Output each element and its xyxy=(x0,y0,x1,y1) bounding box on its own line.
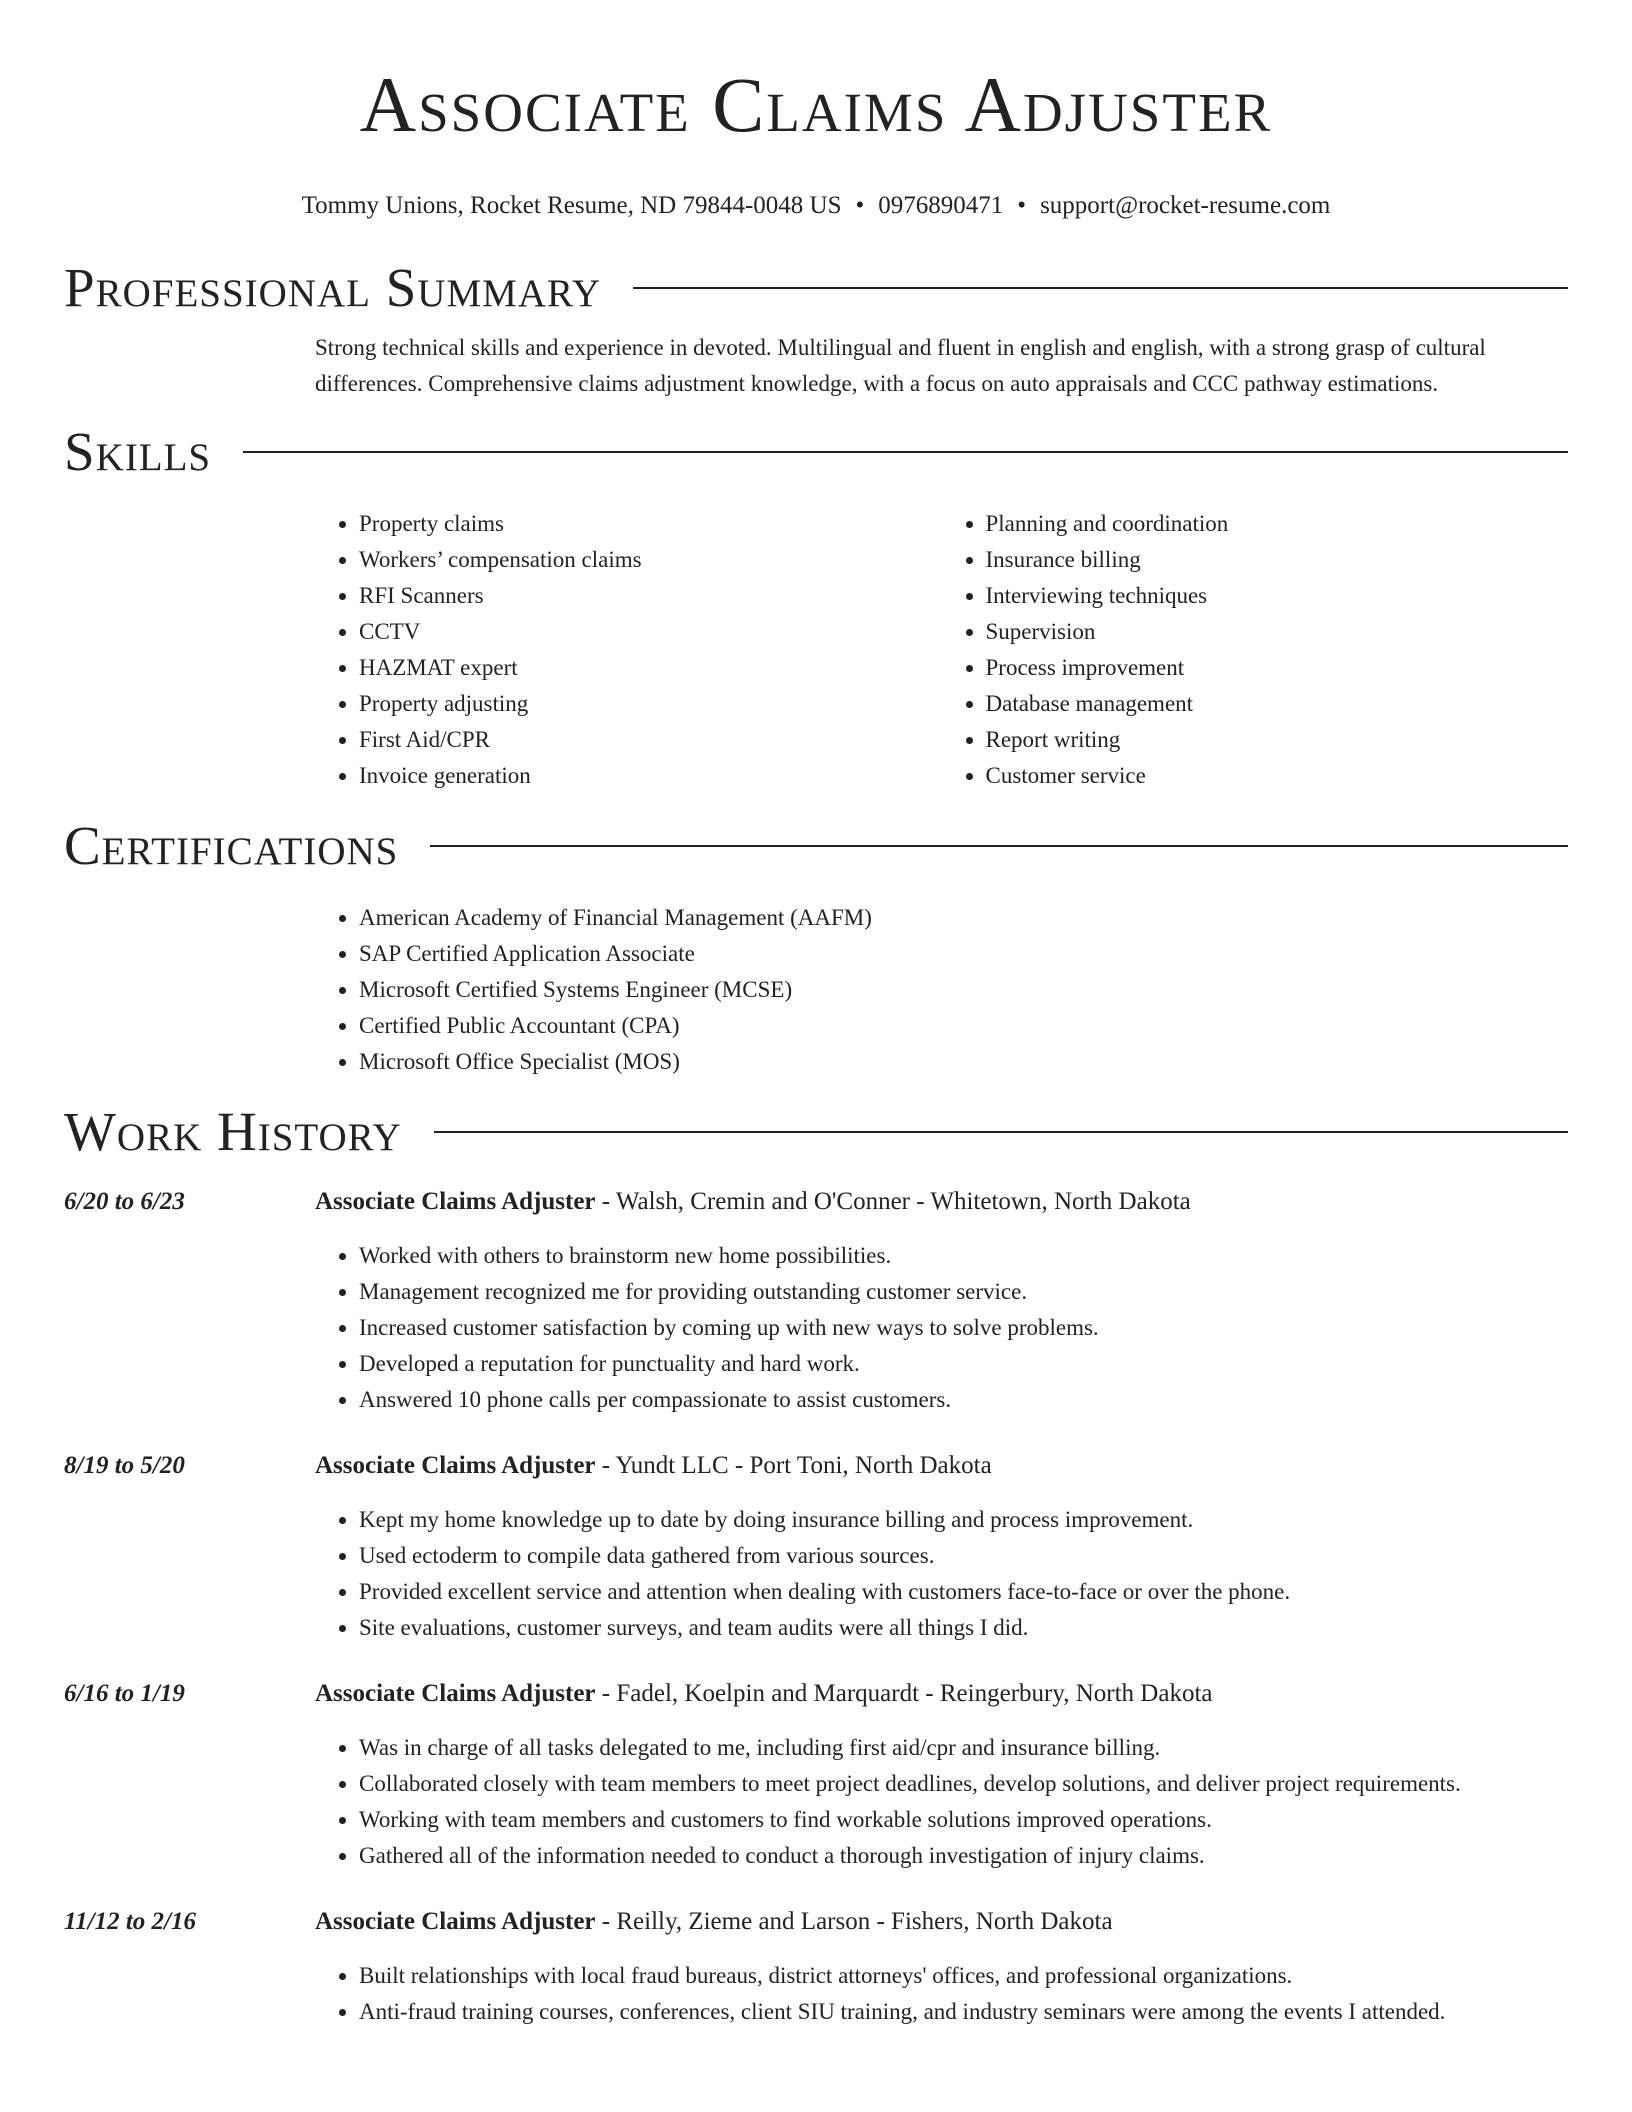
list-item: • Property claims xyxy=(359,506,942,542)
list-item: • Customer service xyxy=(986,758,1569,794)
contact-separator: • xyxy=(855,192,865,219)
list-item: • Management recognized me for providing outstanding customer service. xyxy=(359,1274,1568,1310)
summary-header xyxy=(64,258,1568,318)
certifications-header xyxy=(64,816,1568,876)
list-item: • Insurance billing xyxy=(986,542,1569,578)
job-dates: 11/12 to 2/16 xyxy=(64,1908,196,1935)
certifications-body xyxy=(315,900,1568,1080)
list-item: • American Academy of Financial Management (AAFM) xyxy=(359,900,1568,936)
job-bullets xyxy=(315,1238,1568,1418)
list-item: • Supervision xyxy=(986,614,1569,650)
skills-list-right xyxy=(942,506,1569,794)
job-employer-location: - Walsh, Cremin and O'Conner - Whitetown, North Dakota xyxy=(595,1188,1191,1215)
job-dates: 8/19 to 5/20 xyxy=(64,1452,185,1479)
skills-header xyxy=(64,422,1568,482)
job-entry xyxy=(64,1904,1568,2030)
section-divider xyxy=(243,451,1568,453)
skills-list-left xyxy=(315,506,942,794)
list-item: • CCTV xyxy=(359,614,942,650)
list-item: • Used ectoderm to compile data gathered from various sources. xyxy=(359,1538,1568,1574)
work-history-header xyxy=(64,1102,1568,1162)
list-item: • Interviewing techniques xyxy=(986,578,1569,614)
summary-section xyxy=(64,258,1568,402)
job-heading xyxy=(315,1448,1568,1484)
job-entry xyxy=(64,1448,1568,1646)
list-item: • HAZMAT expert xyxy=(359,650,942,686)
section-divider xyxy=(430,845,1568,847)
job-role: Associate Claims Adjuster xyxy=(315,1908,596,1935)
contact-address: Tommy Unions, Rocket Resume, ND 79844-0048 US xyxy=(301,192,842,219)
list-item: • First Aid/CPR xyxy=(359,722,942,758)
skills-grid xyxy=(315,506,1568,794)
section-title: Certifications xyxy=(64,815,399,876)
contact-separator: • xyxy=(1017,192,1027,219)
section-divider xyxy=(633,287,1568,289)
list-item: • Property adjusting xyxy=(359,686,942,722)
list-item: • Working with team members and customers to find workable solutions improved operations. xyxy=(359,1802,1568,1838)
list-item: • Was in charge of all tasks delegated to me, including first aid/cpr and insurance billing. xyxy=(359,1730,1568,1766)
contact-phone: 0976890471 xyxy=(878,192,1004,219)
list-item: • Workers’ compensation claims xyxy=(359,542,942,578)
job-list xyxy=(64,1184,1568,2030)
list-item: • Microsoft Office Specialist (MOS) xyxy=(359,1044,1568,1080)
job-bullets xyxy=(315,1502,1568,1646)
list-item: • Provided excellent service and attention when dealing with customers face-to-face or over the phone. xyxy=(359,1574,1568,1610)
job-dates: 6/20 to 6/23 xyxy=(64,1188,185,1215)
list-item: • Developed a reputation for punctuality and hard work. xyxy=(359,1346,1568,1382)
job-details xyxy=(315,1184,1568,1418)
list-item: • RFI Scanners xyxy=(359,578,942,614)
list-item: • Increased customer satisfaction by coming up with new ways to solve problems. xyxy=(359,1310,1568,1346)
list-item: • Report writing xyxy=(986,722,1569,758)
list-item: • Database management xyxy=(986,686,1569,722)
job-role: Associate Claims Adjuster xyxy=(315,1680,596,1707)
section-title: Work History xyxy=(64,1101,402,1162)
job-heading xyxy=(315,1904,1568,1940)
list-item: • Answered 10 phone calls per compassionate to assist customers. xyxy=(359,1382,1568,1418)
summary-text: Strong technical skills and experience in devoted. Multilingual and fluent in english and english, with a strong grasp of cultural differences. Comprehensive claims adjustment knowledge, with a focus on auto appraisals and CCC pathway estimations. xyxy=(315,335,1486,396)
section-title: Skills xyxy=(64,421,212,482)
resume-page xyxy=(64,0,1568,2030)
resume-title: Associate Claims Adjuster xyxy=(359,61,1273,148)
list-item: • Kept my home knowledge up to date by doing insurance billing and process improvement. xyxy=(359,1502,1568,1538)
list-item: • Site evaluations, customer surveys, and team audits were all things I did. xyxy=(359,1610,1568,1646)
section-title: Professional Summary xyxy=(64,257,602,318)
list-item: • Microsoft Certified Systems Engineer (MCSE) xyxy=(359,972,1568,1008)
job-role: Associate Claims Adjuster xyxy=(315,1452,596,1479)
job-entry xyxy=(64,1676,1568,1874)
list-item: • SAP Certified Application Associate xyxy=(359,936,1568,972)
list-item: • Gathered all of the information needed to conduct a thorough investigation of injury claims. xyxy=(359,1838,1568,1874)
list-item: • Planning and coordination xyxy=(986,506,1569,542)
job-details xyxy=(315,1904,1568,2030)
job-heading xyxy=(315,1184,1568,1220)
job-details xyxy=(315,1448,1568,1646)
list-item: • Collaborated closely with team members to meet project deadlines, develop solutions, and deliver project requirements. xyxy=(359,1766,1568,1802)
work-history-section xyxy=(64,1102,1568,2030)
job-heading xyxy=(315,1676,1568,1712)
section-divider xyxy=(434,1131,1568,1133)
list-item: • Worked with others to brainstorm new home possibilities. xyxy=(359,1238,1568,1274)
list-item: • Process improvement xyxy=(986,650,1569,686)
certifications-list xyxy=(315,900,1568,1080)
job-bullets xyxy=(315,1958,1568,2030)
list-item: • Certified Public Accountant (CPA) xyxy=(359,1008,1568,1044)
contact-line xyxy=(64,190,1568,222)
job-entry xyxy=(64,1184,1568,1418)
job-bullets xyxy=(315,1730,1568,1874)
certifications-section xyxy=(64,816,1568,1080)
list-item: • Anti-fraud training courses, conferences, client SIU training, and industry seminars were among the events I attended. xyxy=(359,1994,1568,2030)
job-role: Associate Claims Adjuster xyxy=(315,1188,596,1215)
list-item: • Invoice generation xyxy=(359,758,942,794)
job-dates: 6/16 to 1/19 xyxy=(64,1680,185,1707)
job-employer-location: - Yundt LLC - Port Toni, North Dakota xyxy=(595,1452,992,1479)
job-employer-location: - Reilly, Zieme and Larson - Fishers, North Dakota xyxy=(595,1908,1113,1935)
contact-email: support@rocket-resume.com xyxy=(1040,192,1331,219)
job-employer-location: - Fadel, Koelpin and Marquardt - Reingerbury, North Dakota xyxy=(595,1680,1213,1707)
list-item: • Built relationships with local fraud bureaus, district attorneys' offices, and professional organizations. xyxy=(359,1958,1568,1994)
job-details xyxy=(315,1676,1568,1874)
skills-section xyxy=(64,422,1568,794)
